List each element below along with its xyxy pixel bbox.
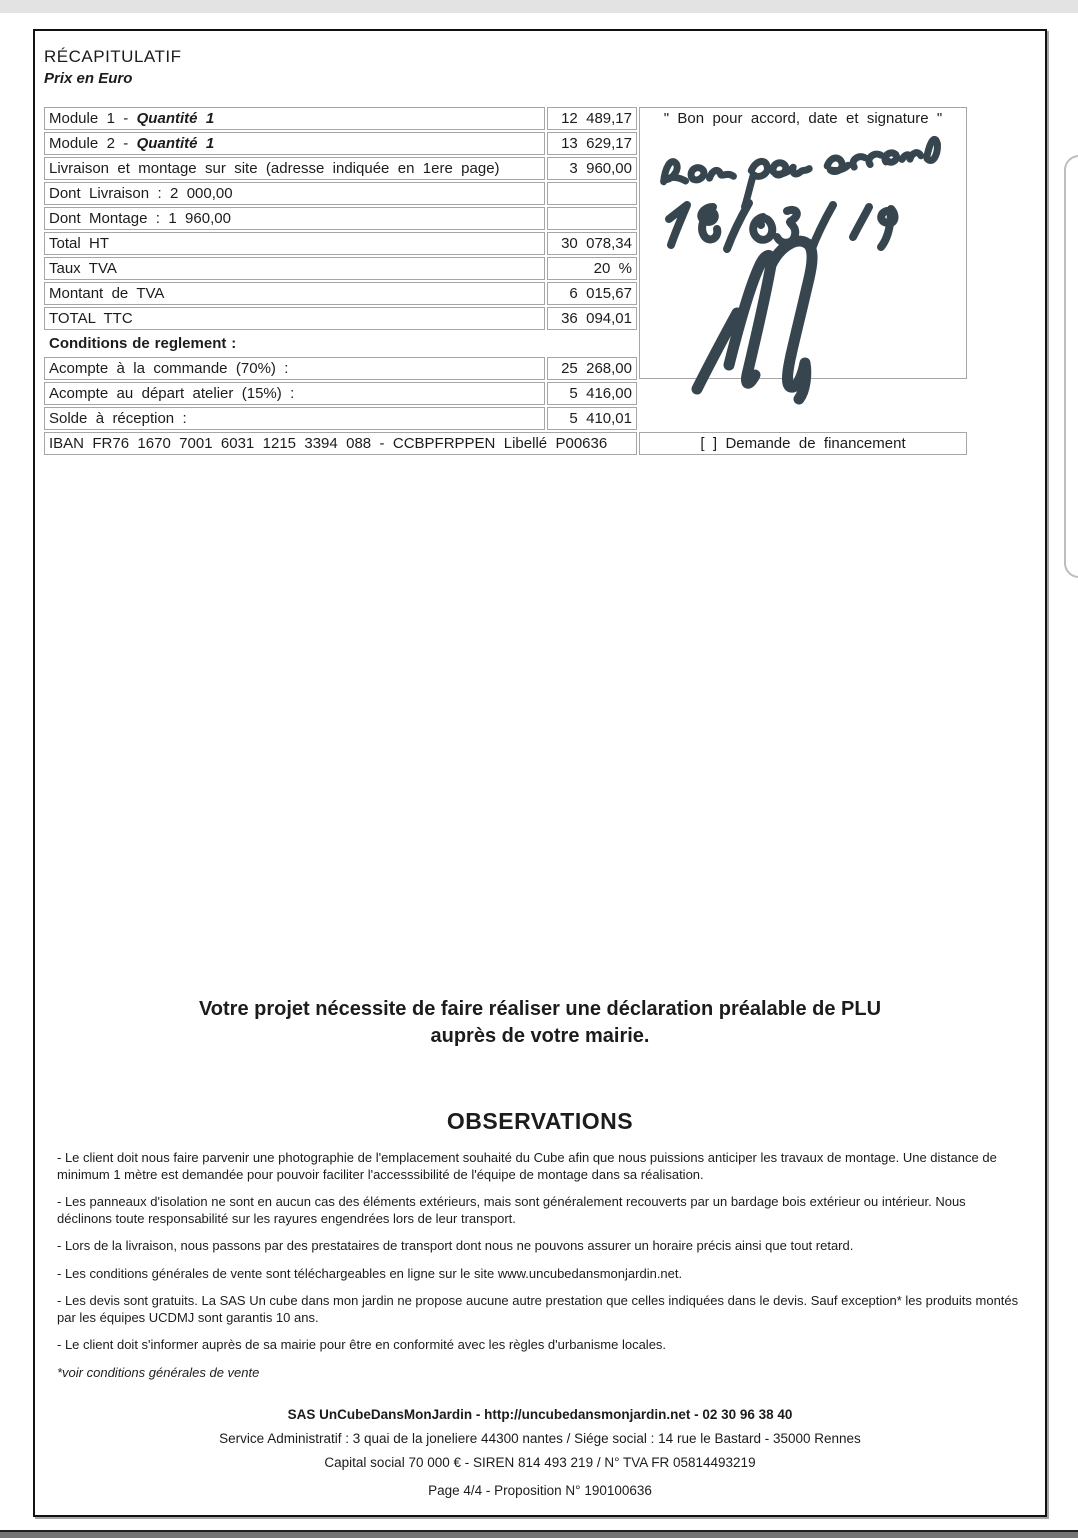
table-cell-value: 13 629,17 (547, 132, 637, 155)
table-cell-label: Module 2 - Quantité 1 (44, 132, 545, 155)
observation-item: - Les conditions générales de vente sont téléchargeables en ligne sur le site www.uncubedansmonjardin.net. (57, 1265, 683, 1281)
table-cell-label: IBAN FR76 1670 7001 6031 1215 3394 088 - CCBPFRPPEN Libellé P00636 (44, 432, 637, 455)
table-section-row (44, 332, 637, 355)
table-row (44, 132, 637, 155)
observation-item: - Lors de la livraison, nous passons par des prestataires de transport dont nous ne pouvons assurer un horaire précis ainsi que tout retard. (57, 1238, 854, 1253)
footer-page-number: Page 4/4 - Proposition N° 190100636 (428, 1483, 652, 1498)
plu-notice-line1: Votre projet nécessite de faire réaliser une déclaration préalable de PLU (198, 998, 882, 1020)
table-cell-value: 5 410,01 (547, 407, 637, 430)
table-cell-label: Dont Montage : 1 960,00 (44, 207, 545, 230)
document-footer (35, 1406, 1045, 1506)
observation-item: - Les panneaux d'isolation ne sont en aucun cas des éléments extérieurs, mais sont généralement recouverts par un bardage bois extérieur ou intérieur. Nous déclinons toute responsabilité sur les rayures engendrées lors de leur transport. (57, 1194, 966, 1226)
window-bottom-edge (0, 1530, 1078, 1538)
table-row (44, 307, 637, 330)
table-row (44, 257, 637, 280)
page-title: RÉCAPITULATIF (44, 47, 182, 66)
table-cell-value: 36 094,01 (547, 307, 637, 330)
table-cell-label: Montant de TVA (44, 282, 545, 305)
financing-checkbox-row: [ ] Demande de financement (639, 432, 967, 455)
table-cell-value (547, 182, 637, 205)
table-row (44, 182, 637, 205)
document-page (33, 29, 1047, 1517)
document-header (44, 47, 181, 87)
table-iban-row (44, 432, 637, 455)
observation-item: - Les devis sont gratuits. La SAS Un cube dans mon jardin ne propose aucune autre prestation que celles indiquées dans le devis. Sauf exception* les produits montés par les équipes UCDMJ sont garantis 10 ans. (57, 1293, 1019, 1325)
footer-address-line: Service Administratif : 3 quai de la joneliere 44300 nantes / Siége social : 14 rue le Bastard - 35000 Rennes (219, 1431, 861, 1446)
footer-legal-line: Capital social 70 000 € - SIREN 814 493 219 / N° TVA FR 05814493219 (324, 1455, 756, 1470)
table-cell-label: TOTAL TTC (44, 307, 545, 330)
table-row (44, 107, 637, 130)
table-cell-value: 25 268,00 (547, 357, 637, 380)
table-cell-label: Acompte au départ atelier (15%) : (44, 382, 545, 405)
table-row (44, 157, 637, 180)
footer-company-line: SAS UnCubeDansMonJardin - http://uncubedansmonjardin.net - 02 30 96 38 40 (287, 1407, 793, 1422)
table-row (44, 357, 637, 380)
plu-notice (35, 996, 1045, 1050)
signature-box (639, 107, 967, 379)
observations-title: OBSERVATIONS (446, 1108, 634, 1134)
signature-box-header: " Bon pour accord, date et signature " (663, 110, 943, 127)
observation-item: - Le client doit s'informer auprès de sa mairie pour être en conformité avec les règles d'urbanisme locales. (57, 1337, 667, 1352)
table-cell-value: 3 960,00 (547, 157, 637, 180)
quantity-label: Quantité 1 (136, 110, 215, 127)
table-cell-label: Taux TVA (44, 257, 545, 280)
quantity-label: Quantité 1 (136, 135, 215, 152)
table-cell-value: 20 % (547, 257, 637, 280)
table-cell-value: 6 015,67 (547, 282, 637, 305)
table-cell-label: Livraison et montage sur site (adresse indiquée en 1ere page) (44, 157, 545, 180)
table-cell-label: Acompte à la commande (70%) : (44, 357, 545, 380)
observations-footnote: *voir conditions générales de vente (57, 1364, 260, 1380)
table-row (44, 232, 637, 255)
table-row (44, 282, 637, 305)
observation-item: - Le client doit nous faire parvenir une photographie de l'emplacement souhaité du Cube afin que nous puissions anticiper les travaux de montage. Une distance de minimum 1 mètre est demandée pour pouvoir faciliter l'accesssibilité de l'équipe de montage dans sa réalisation. (57, 1150, 997, 1182)
scroll-handle[interactable] (1064, 155, 1078, 578)
table-cell-label: Dont Livraison : 2 000,00 (44, 182, 545, 205)
table-cell-label: Total HT (44, 232, 545, 255)
page-subtitle: Prix en Euro (44, 70, 133, 87)
table-cell-value: 5 416,00 (547, 382, 637, 405)
table-cell-value: 12 489,17 (547, 107, 637, 130)
table-cell-value: 30 078,34 (547, 232, 637, 255)
table-cell-label: Conditions de reglement : (44, 332, 637, 355)
table-row (44, 407, 637, 430)
window-top-edge (0, 0, 1078, 13)
table-cell-label: Module 1 - Quantité 1 (44, 107, 545, 130)
table-cell-label: Solde à réception : (44, 407, 545, 430)
price-table (44, 107, 637, 457)
table-row (44, 382, 637, 405)
plu-notice-line2: auprès de votre mairie. (430, 1025, 650, 1047)
table-cell-value (547, 207, 637, 230)
table-row (44, 207, 637, 230)
observations-list (57, 1150, 1022, 1392)
